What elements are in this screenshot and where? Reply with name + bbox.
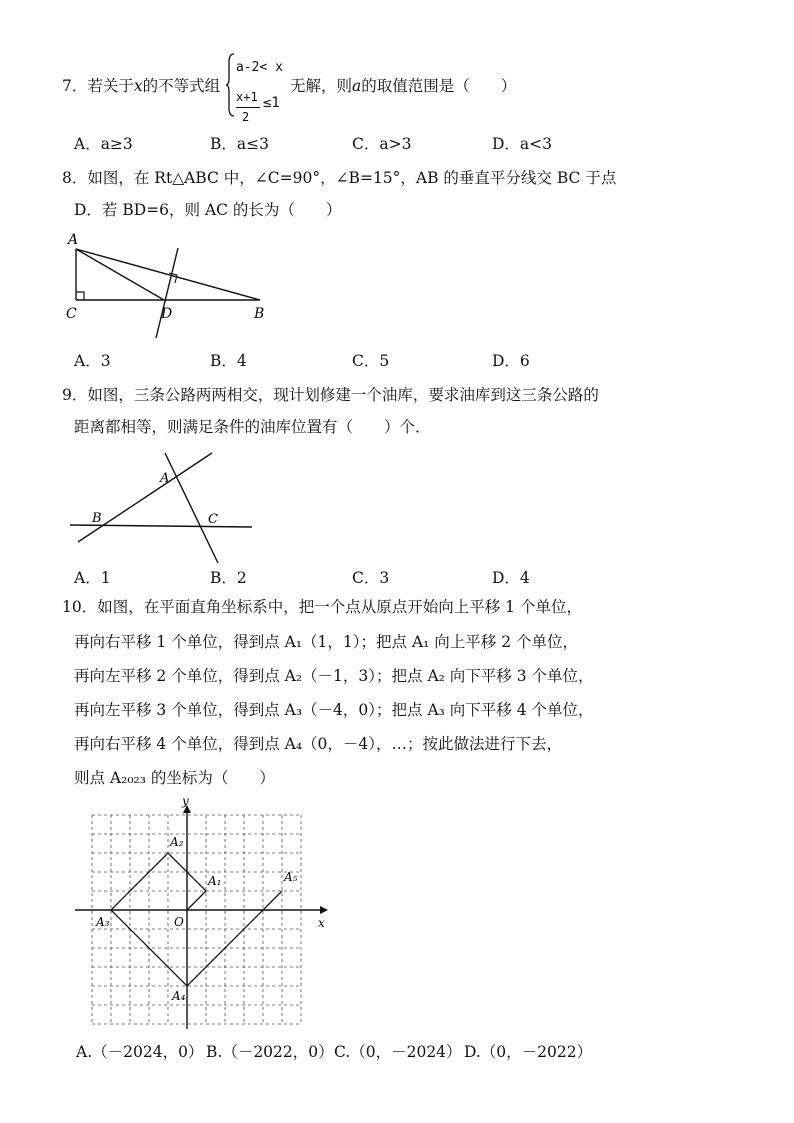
q9-roads-figure (60, 445, 260, 570)
q9-option-d[interactable]: D．4 (492, 569, 530, 587)
q9-option-a[interactable]: A．1 (74, 569, 111, 587)
label-A: A (160, 471, 170, 486)
brace-icon (226, 52, 236, 118)
q7-tail-a: 无解，则 (290, 77, 353, 95)
label-B: B (254, 306, 265, 322)
q7-option-b[interactable]: B．a≤3 (210, 135, 269, 153)
segment-AD (76, 249, 164, 300)
q7-var-x: x (133, 77, 143, 95)
q7-sys-line1: a-2< x (236, 60, 283, 75)
q7-mid: 的不等式组 (142, 77, 221, 95)
label-y: y (182, 797, 189, 808)
segment-AB (76, 249, 260, 300)
label-x: x (318, 916, 325, 930)
label-A: A (68, 232, 79, 248)
label-C: C (208, 512, 218, 527)
q9-option-b[interactable]: B．2 (210, 569, 247, 587)
q7-sys-relation: ≤1 (263, 95, 280, 111)
label-B: B (92, 511, 102, 526)
q7-var-a: a (352, 77, 362, 95)
grid-lines (92, 815, 301, 1024)
q7-option-c[interactable]: C．a>3 (352, 135, 412, 153)
q7-inequality-system (226, 52, 288, 124)
q10-option-b[interactable]: B.（－2022，0） (206, 1043, 334, 1061)
q8-option-d[interactable]: D．6 (492, 352, 530, 370)
label-A2: A₂ (170, 835, 184, 849)
q7-lead: 7．若关于 (62, 77, 134, 95)
q10-stem-line2: 再向右平移 1 个单位，得到点 A₁（1，1）；把点 A₁ 向上平移 2 个单位， (74, 633, 579, 651)
label-C: C (66, 306, 77, 322)
label-D: D (161, 306, 173, 322)
road-line-2 (78, 453, 212, 542)
road-line-3 (165, 453, 218, 563)
q9-stem-line1: 9．如图，三条公路两两相交，现计划修建一个油库，要求油库到这三条公路的 (62, 386, 599, 404)
q7-stem-tail (290, 79, 516, 95)
q9-option-c[interactable]: C．3 (352, 569, 390, 587)
label-A5: A₅ (284, 870, 298, 884)
q10-option-d[interactable]: D.（0，－2022） (464, 1043, 593, 1061)
label-A3: A₃ (96, 915, 110, 929)
q9-stem-line2: 距离都相等，则满足条件的油库位置有（ ）个． (74, 418, 431, 436)
q8-option-b[interactable]: B．4 (210, 352, 247, 370)
q10-stem-line6: 则点 A₂₀₂₃ 的坐标为（ ） (74, 769, 275, 787)
label-A1: A₁ (208, 874, 222, 888)
label-A4: A₄ (172, 989, 186, 1003)
q10-stem-line1: 10．如图，在平面直角坐标系中，把一个点从原点开始向上平移 1 个单位， (62, 598, 582, 616)
q8-option-c[interactable]: C．5 (352, 352, 390, 370)
q7-sys-denominator: 2 (242, 110, 250, 124)
x-axis-arrow-icon (320, 906, 328, 914)
q10-option-a[interactable]: A.（－2024，0） (76, 1043, 204, 1061)
q7-option-d[interactable]: D．a<3 (492, 135, 553, 153)
fraction-bar (236, 107, 260, 108)
q8-stem-line2: D．若 BD=6，则 AC 的长为（ ） (74, 201, 342, 219)
perpendicular-bisector (156, 248, 178, 338)
label-O: O (174, 915, 184, 929)
q7-option-a[interactable]: A．a≥3 (74, 135, 133, 153)
q7-tail-b: 的取值范围是（ ） (361, 77, 517, 95)
path-A0-to-A5 (111, 853, 282, 986)
q10-option-c[interactable]: C.（0，－2024） (334, 1043, 462, 1061)
q8-stem-line1: 8．如图，在 Rt△ABC 中，∠C=90°，∠B=15°，AB 的垂直平分线交 BC 于点 (62, 169, 617, 187)
q10-stem-line4: 再向左平移 3 个单位，得到点 A₃（－4，0）；把点 A₃ 向下平移 4 个单位， (74, 701, 594, 719)
q8-triangle-figure (60, 228, 280, 343)
q7-sys-numerator: x+1 (236, 90, 258, 104)
right-angle-mark-C (76, 292, 84, 300)
q8-option-a[interactable]: A．3 (74, 352, 111, 370)
q10-stem-line3: 再向左平移 2 个单位，得到点 A₂（－1，3）；把点 A₂ 向下平移 3 个单位， (74, 667, 594, 685)
q7-stem (62, 79, 220, 95)
q10-coordinate-grid (70, 797, 340, 1037)
q10-stem-line5: 再向右平移 4 个单位，得到点 A₄（0，－4），…；按此做法进行下去， (74, 735, 563, 753)
